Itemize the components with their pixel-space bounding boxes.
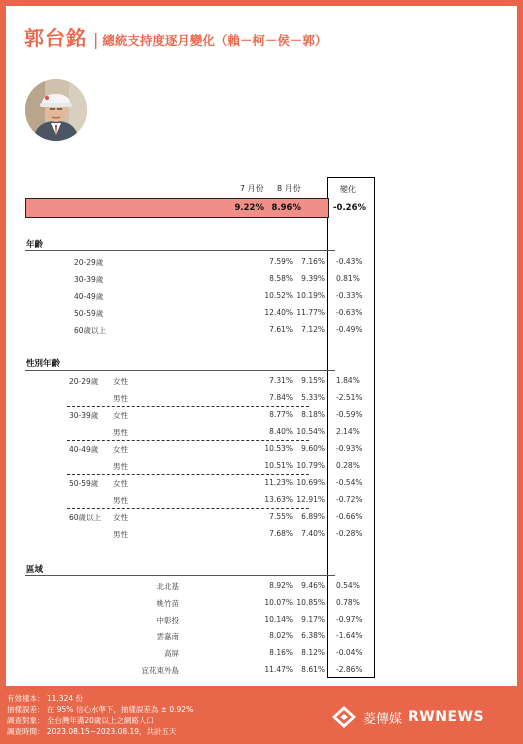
page-title	[24, 22, 327, 48]
value-july: 13.63%	[264, 495, 293, 504]
value-change: -0.28%	[336, 529, 363, 538]
row-label: 宜花東外島	[141, 666, 179, 675]
sampling-error: 抽樣誤差： 在 95% 信心水準下，抽樣誤差為 ± 0.92%	[7, 705, 194, 714]
value-july: 7.61%	[269, 325, 293, 334]
value-august: 5.33%	[301, 393, 325, 402]
value-july: 7.84%	[269, 393, 293, 402]
survey-notes	[7, 693, 193, 737]
table-row	[25, 322, 375, 338]
value-august: 9.60%	[301, 444, 325, 453]
value-july: 8.02%	[269, 631, 293, 641]
value-change: 0.28%	[336, 461, 360, 470]
row-label: 60歲以上	[74, 326, 107, 335]
value-july: 10.53%	[264, 444, 293, 453]
value-change: 0.78%	[336, 597, 360, 607]
table-row	[25, 526, 375, 542]
total-august: 8.96%	[271, 203, 301, 213]
total-july: 9.22%	[234, 203, 264, 213]
value-august: 7.16%	[301, 257, 325, 266]
age-group-label: 60歲以上	[69, 513, 102, 522]
value-change: -0.59%	[336, 410, 363, 419]
value-august: 8.61%	[301, 665, 325, 674]
sex-label: 女性	[113, 513, 128, 522]
value-july: 11.47%	[264, 665, 293, 674]
sex-label: 女性	[113, 411, 128, 420]
candidate-name: 郭台銘	[24, 26, 87, 50]
value-july: 11.23%	[264, 478, 293, 487]
sex-label: 女性	[113, 479, 128, 488]
value-august: 7.12%	[301, 325, 325, 334]
row-label: 40-49歲	[74, 292, 104, 301]
value-change: -2.51%	[336, 393, 363, 402]
value-july: 7.59%	[269, 257, 293, 266]
age-group-label: 20-29歲	[69, 377, 99, 386]
table-row	[25, 458, 375, 474]
value-change: 0.54%	[336, 581, 360, 590]
table-row	[25, 595, 375, 611]
brand-name-cn: 菱傳媒	[363, 711, 403, 727]
table-row	[25, 254, 375, 270]
value-august: 12.91%	[296, 495, 325, 504]
value-change: -0.66%	[336, 512, 363, 521]
table-row	[25, 509, 375, 525]
value-change: 1.84%	[336, 376, 360, 385]
row-label: 30-39歲	[74, 275, 104, 284]
table-row	[25, 305, 375, 321]
value-change: -0.54%	[336, 478, 363, 487]
value-july: 7.31%	[269, 376, 293, 385]
value-august: 10.79%	[296, 461, 325, 470]
value-august: 7.40%	[301, 529, 325, 538]
value-august: 8.18%	[301, 410, 325, 419]
sex-label: 女性	[113, 377, 128, 386]
value-july: 10.52%	[264, 291, 293, 300]
age-group-label: 50-59歲	[69, 479, 99, 488]
value-august: 9.39%	[301, 274, 325, 283]
section-title-gender-age: 性別年齡	[26, 359, 61, 369]
value-july: 8.77%	[269, 410, 293, 419]
total-change: -0.26%	[333, 203, 367, 213]
section-divider	[25, 370, 335, 371]
row-label: 20-29歲	[74, 258, 104, 267]
value-august: 10.54%	[296, 427, 325, 436]
value-change: 2.14%	[336, 427, 360, 436]
col-header-august: 8 月份	[277, 184, 301, 193]
brand-name-en: RWNEWS	[408, 709, 485, 725]
value-august: 10.85%	[296, 597, 325, 607]
value-july: 8.92%	[269, 581, 293, 590]
value-change: -1.64%	[336, 631, 363, 641]
row-label: 50-59歲	[74, 309, 104, 318]
table-row	[25, 475, 375, 491]
survey-period: 調查時間： 2023.08.15~2023.08.19，共計五天	[7, 727, 177, 736]
value-change: -0.63%	[336, 308, 363, 317]
value-july: 10.14%	[264, 614, 293, 624]
value-change: -2.86%	[336, 665, 363, 674]
value-change: -0.97%	[336, 614, 363, 624]
row-label: 中彰投	[156, 615, 179, 625]
value-change: -0.33%	[336, 291, 363, 300]
value-august: 11.77%	[296, 308, 325, 317]
value-july: 7.55%	[269, 512, 293, 521]
title-separator: |	[93, 30, 99, 49]
row-label: 北北基	[156, 582, 179, 591]
value-august: 9.15%	[301, 376, 325, 385]
row-label: 高屏	[164, 649, 179, 659]
value-july: 8.16%	[269, 648, 293, 658]
sex-label: 男性	[113, 428, 128, 437]
diamond-logo-icon	[331, 705, 357, 729]
value-july: 8.58%	[269, 274, 293, 283]
table-row	[25, 407, 375, 423]
value-august: 6.89%	[301, 512, 325, 521]
table-row	[25, 628, 375, 644]
sex-label: 男性	[113, 530, 128, 539]
sample-size: 有效樣本： 11,324 份	[7, 694, 84, 703]
value-july: 10.51%	[264, 461, 293, 470]
value-july: 8.40%	[269, 427, 293, 436]
value-change: -0.72%	[336, 495, 363, 504]
survey-target: 調查對象： 全台灣年滿20歲以上之網路人口	[7, 716, 154, 725]
table-row	[25, 441, 375, 457]
row-label: 雲嘉南	[156, 632, 179, 642]
value-change: -0.93%	[336, 444, 363, 453]
chart-subtitle: 總統支持度逐月變化（賴－柯－侯－郭）	[102, 33, 328, 48]
value-july: 10.07%	[264, 597, 293, 607]
table-row	[25, 612, 375, 628]
value-change: -0.04%	[336, 648, 363, 658]
brand-logo	[331, 703, 484, 731]
table-row	[25, 373, 375, 389]
col-header-july: 7 月份	[240, 184, 264, 193]
value-july: 12.40%	[264, 308, 293, 317]
section-divider	[25, 250, 335, 251]
col-header-change: 變化	[340, 185, 356, 194]
table-row	[25, 578, 375, 594]
table-row	[25, 662, 375, 678]
table-row	[25, 645, 375, 661]
table-row	[25, 492, 375, 508]
section-title-age: 年齡	[26, 240, 44, 250]
age-group-label: 30-39歲	[69, 411, 99, 420]
section-title-region: 區域	[26, 565, 44, 575]
table-row	[25, 288, 375, 304]
table-row	[25, 390, 375, 406]
value-august: 10.19%	[296, 291, 325, 300]
value-change: -0.49%	[336, 325, 363, 334]
table-row	[25, 271, 375, 287]
sex-label: 女性	[113, 445, 128, 454]
value-change: -0.43%	[336, 257, 363, 266]
value-july: 7.68%	[269, 529, 293, 538]
sex-label: 男性	[113, 462, 128, 471]
age-group-label: 40-49歲	[69, 445, 99, 454]
value-august: 9.46%	[301, 581, 325, 590]
table-row	[25, 424, 375, 440]
sex-label: 男性	[113, 394, 128, 403]
section-divider	[25, 575, 335, 576]
sex-label: 男性	[113, 496, 128, 505]
value-august: 9.17%	[301, 614, 325, 624]
candidate-photo	[25, 79, 87, 141]
value-august: 10.69%	[296, 478, 325, 487]
row-label: 桃竹苗	[156, 598, 179, 608]
value-change: 0.81%	[336, 274, 360, 283]
value-august: 6.38%	[301, 631, 325, 641]
value-august: 8.12%	[301, 648, 325, 658]
